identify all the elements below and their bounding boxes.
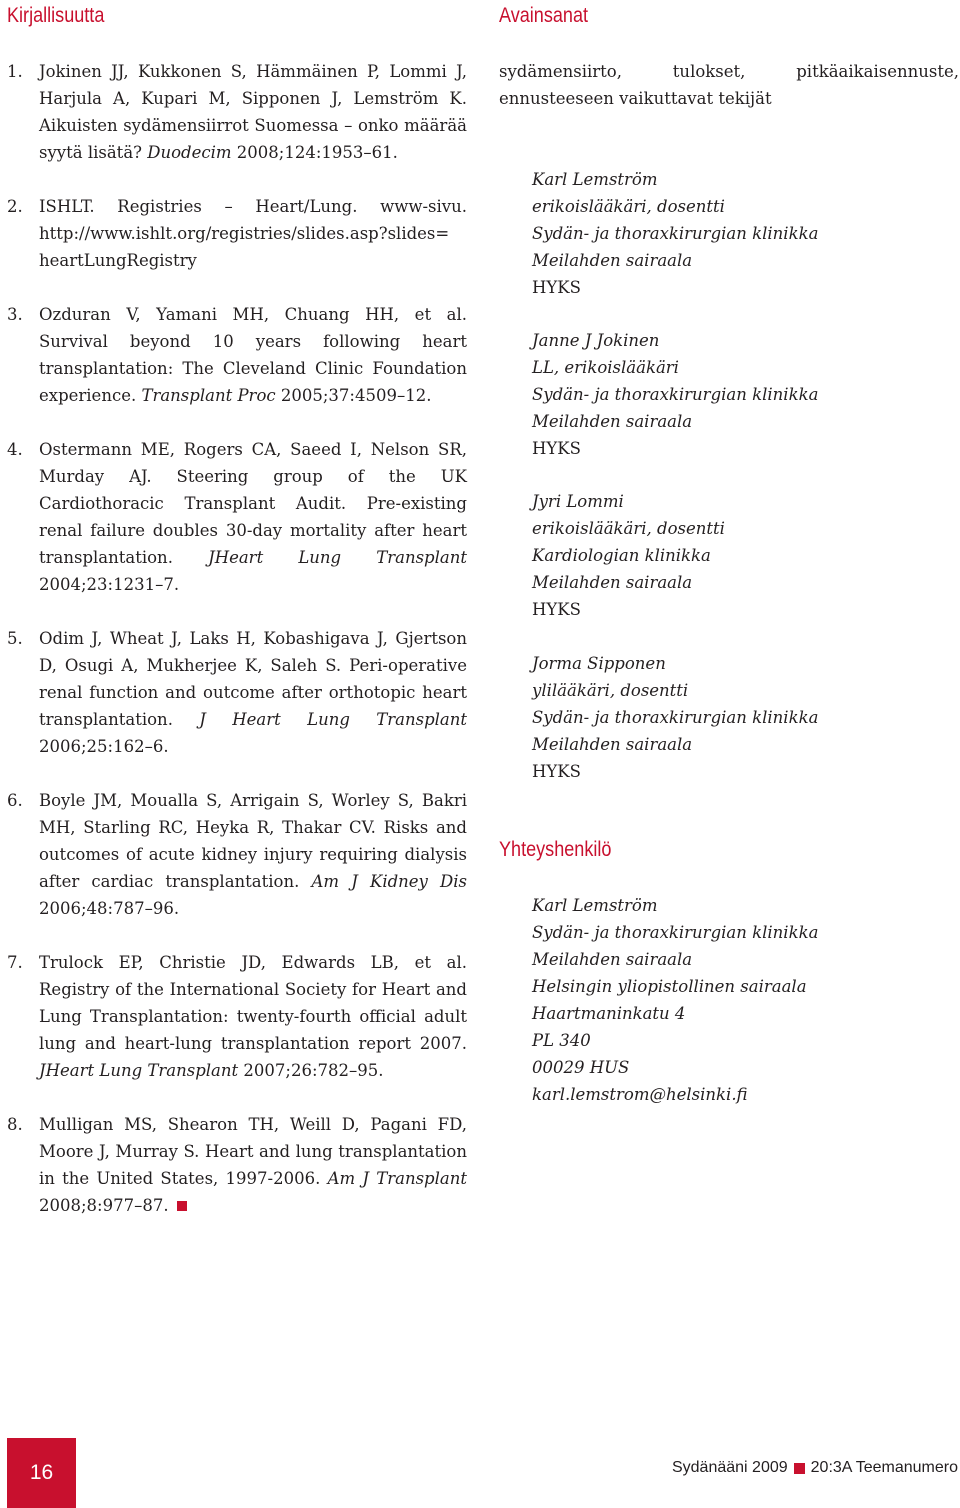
reference-item <box>7 193 467 274</box>
author-unit: Sydän- ja thoraxkirurgian klinikka <box>532 385 819 404</box>
issue-label: 20:3A Teemanumero <box>810 1459 958 1476</box>
author-org: HYKS <box>532 600 581 619</box>
reference-number: 1. <box>7 62 23 81</box>
keywords-heading: Avainsanat <box>499 4 589 27</box>
reference-journal: Am J Kidney Dis <box>311 872 468 891</box>
author-block <box>532 166 952 301</box>
reference-item <box>7 58 467 166</box>
references-heading: Kirjallisuutta <box>7 4 105 27</box>
author-title: erikoislääkäri, dosentti <box>532 519 725 538</box>
footer-journal-info <box>672 1459 958 1477</box>
author-hospital: Meilahden sairaala <box>532 573 693 592</box>
author-name: Jorma Sipponen <box>532 654 666 673</box>
author-org: HYKS <box>532 762 581 781</box>
contact-street: Haartmaninkatu 4 <box>532 1004 686 1023</box>
contact-hospital: Meilahden sairaala <box>532 950 693 969</box>
reference-text: 2004;23:1231–7. <box>39 575 180 594</box>
author-block <box>532 650 952 785</box>
author-unit: Sydän- ja thoraxkirurgian klinikka <box>532 224 819 243</box>
contact-postal: 00029 HUS <box>532 1058 630 1077</box>
reference-text: Trulock EP, Christie JD, Edwards LB, et al. Registry of the International Society for Heart and Lung Transplantation: twenty-fourth official adult lung and heart-lung transplantation report 2007. <box>39 953 467 1053</box>
reference-item <box>7 787 467 922</box>
end-mark-square-icon <box>177 1201 187 1211</box>
author-unit: Kardiologian klinikka <box>532 546 711 565</box>
reference-text: Ostermann ME, Rogers CA, Saeed I, Nelson SR, Murday AJ. Steering group of the UK Cardiothoracic Transplant Audit. Pre-existing renal failure doubles 30-day mortality after heart transplantation. <box>39 440 467 567</box>
reference-text: 2008;124:1953–61. <box>231 143 398 162</box>
page-number-box <box>7 1438 76 1508</box>
reference-journal: Duodecim <box>147 143 232 162</box>
page-number: 16 <box>29 1461 54 1484</box>
reference-item <box>7 436 467 598</box>
author-hospital: Meilahden sairaala <box>532 251 693 270</box>
reference-text: 2006;48:787–96. <box>39 899 180 918</box>
keywords-text: sydämensiirto, tulokset, pitkäaikaisennuste, ennusteeseen vaikuttavat tekijät <box>499 62 959 108</box>
reference-item <box>7 1111 467 1219</box>
reference-text: ISHLT. Registries – Heart/Lung. www-sivu. http://www.ishlt.org/registries/slides.asp?slides= heartLungRegistry <box>39 197 467 270</box>
author-block <box>532 327 952 462</box>
journal-name: Sydänääni 2009 <box>671 1459 788 1476</box>
contact-institution: Helsingin yliopistollinen sairaala <box>532 977 807 996</box>
contact-email[interactable]: karl.lemstrom@helsinki.fi <box>532 1085 748 1104</box>
contact-name: Karl Lemström <box>532 896 658 915</box>
author-hospital: Meilahden sairaala <box>532 735 693 754</box>
reference-text: Boyle JM, Moualla S, Arrigain S, Worley S, Bakri MH, Starling RC, Heyka R, Thakar CV. Risks and outcomes of acute kidney injury requiring dialysis after cardiac transplantation. <box>39 791 467 891</box>
contact-unit: Sydän- ja thoraxkirurgian klinikka <box>532 923 819 942</box>
reference-item <box>7 625 467 760</box>
references-list <box>7 58 467 1246</box>
author-title: erikoislääkäri, dosentti <box>532 197 725 216</box>
author-unit: Sydän- ja thoraxkirurgian klinikka <box>532 708 819 727</box>
reference-text: 2008;8:977–87. <box>39 1196 169 1215</box>
reference-text: 2005;37:4509–12. <box>275 386 432 405</box>
author-name: Janne J Jokinen <box>532 331 660 350</box>
reference-journal: J Heart Lung Transplant <box>199 710 468 729</box>
author-hospital: Meilahden sairaala <box>532 412 693 431</box>
reference-text: 2006;25:162–6. <box>39 737 169 756</box>
reference-item <box>7 949 467 1084</box>
reference-journal: Am J Transplant <box>327 1169 467 1188</box>
reference-number: 4. <box>7 440 23 459</box>
reference-number: 7. <box>7 953 23 972</box>
reference-text: Mulligan MS, Shearon TH, Weill D, Pagani FD, Moore J, Murray S. Heart and lung transplantation in the United States, 1997-2006. <box>39 1115 467 1188</box>
reference-text: Jokinen JJ, Kukkonen S, Hämmäinen P, Lommi J, Harjula A, Kupari M, Sipponen J, Lemström K. Aikuisten sydämensiirrot Suomessa – onko määrää syytä lisätä? <box>39 62 467 162</box>
author-org: HYKS <box>532 278 581 297</box>
reference-text: Ozduran V, Yamani MH, Chuang HH, et al. Survival beyond 10 years following heart transplantation: The Cleveland Clinic Foundation experience. <box>39 305 467 405</box>
author-name: Karl Lemström <box>532 170 658 189</box>
reference-text: Odim J, Wheat J, Laks H, Kobashigava J, Gjertson D, Osugi A, Mukherjee K, Saleh S. Peri-operative renal function and outcome after orthotopic heart transplantation. <box>39 629 467 729</box>
reference-number: 6. <box>7 791 23 810</box>
author-block <box>532 488 952 623</box>
reference-item <box>7 301 467 409</box>
contact-heading: Yhteyshenkilö <box>499 838 612 861</box>
author-title: ylilääkäri, dosentti <box>532 681 689 700</box>
separator-square-icon <box>794 1463 805 1474</box>
reference-journal: JHeart Lung Transplant <box>208 548 467 567</box>
contact-pobox: PL 340 <box>532 1031 591 1050</box>
contact-block <box>532 892 952 1108</box>
reference-number: 3. <box>7 305 23 324</box>
author-org: HYKS <box>532 439 581 458</box>
reference-text: 2007;26:782–95. <box>238 1061 384 1080</box>
reference-journal: JHeart Lung Transplant <box>39 1061 239 1080</box>
reference-number: 2. <box>7 197 23 216</box>
reference-number: 5. <box>7 629 23 648</box>
author-name: Jyri Lommi <box>532 492 624 511</box>
reference-journal: Transplant Proc <box>141 386 276 405</box>
author-title: LL, erikoislääkäri <box>532 358 679 377</box>
reference-number: 8. <box>7 1115 23 1134</box>
